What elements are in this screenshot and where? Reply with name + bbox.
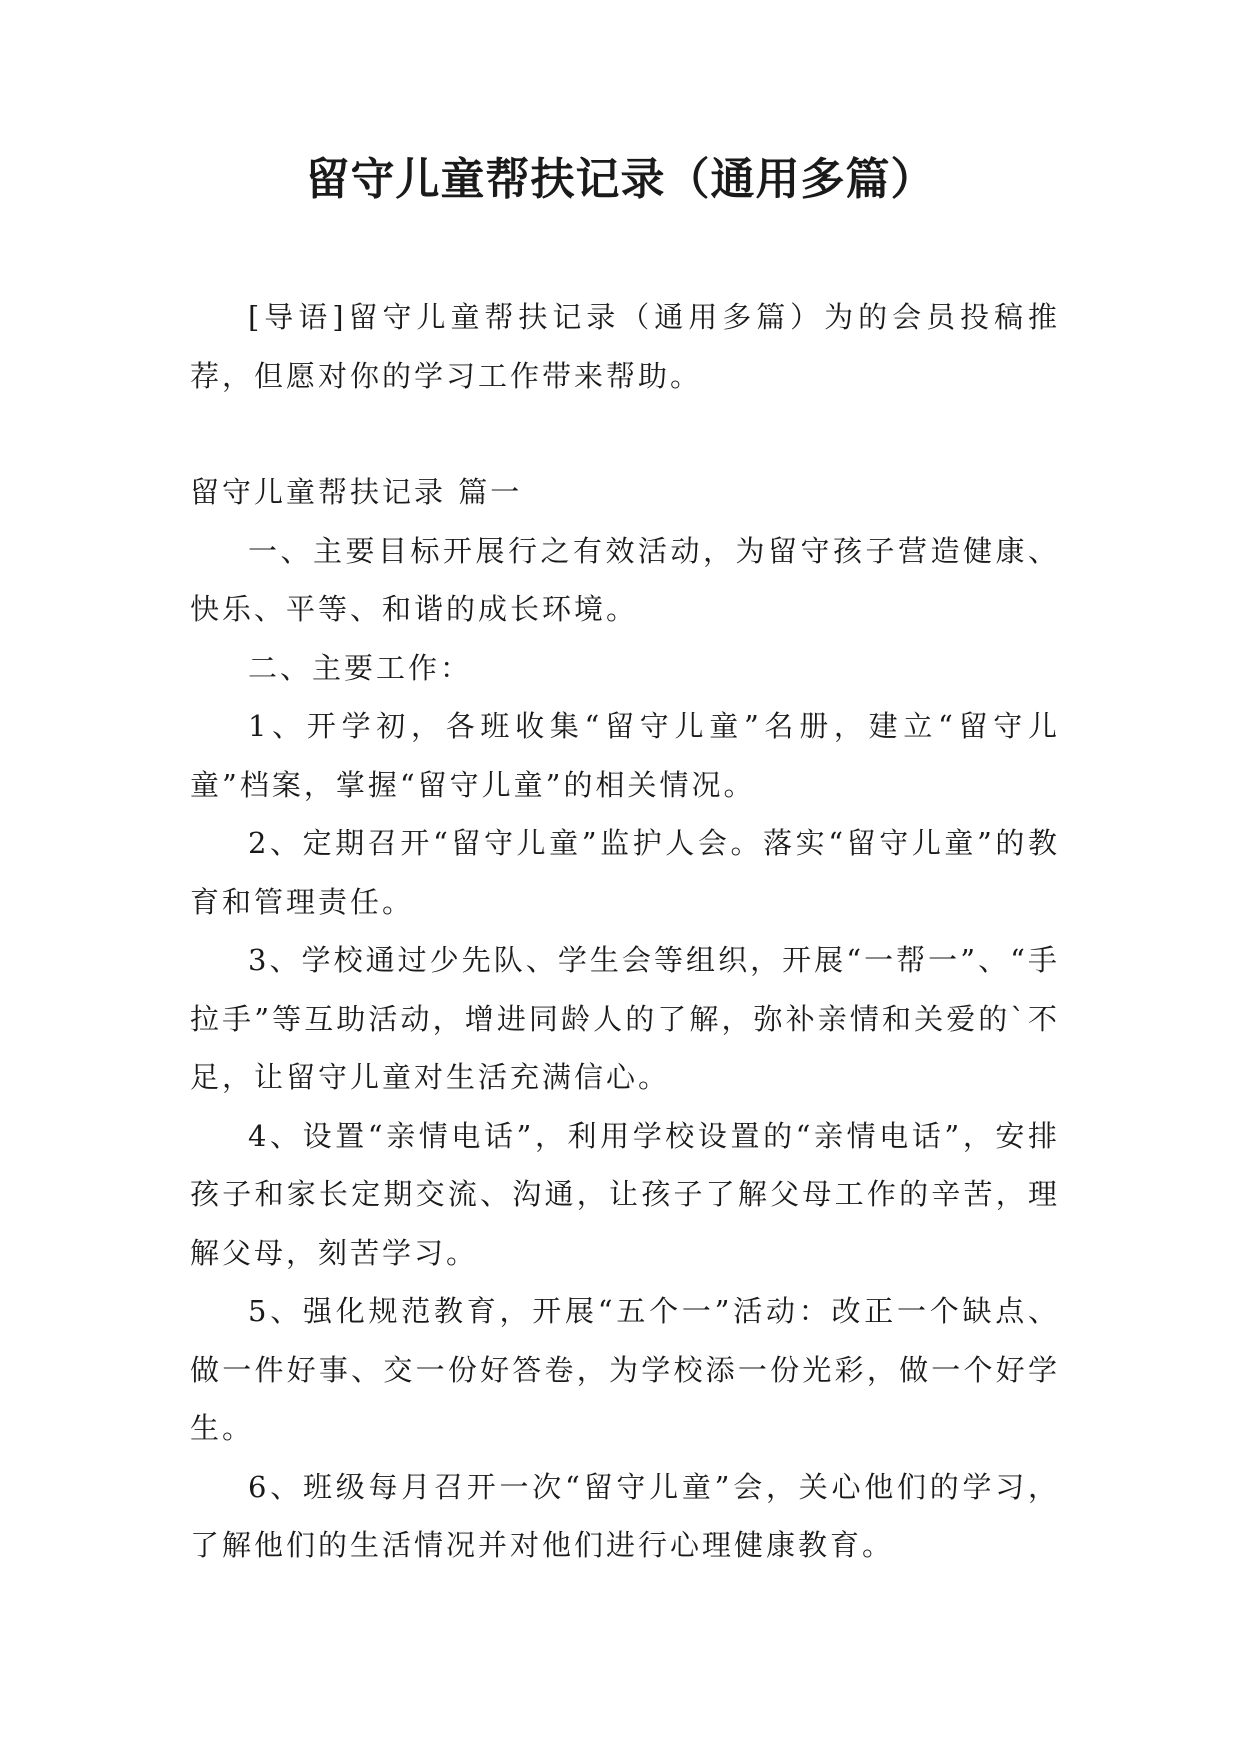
- paragraph-main-work: 二、主要工作：: [248, 650, 473, 685]
- paragraph-item-5: 5、强化规范教育，开展“五个一”活动：改正一个缺点、做一件好事、交一份好答卷，为学校添一份光彩，做一个好学生。: [190, 1294, 1060, 1445]
- document-body: [190, 288, 1060, 1575]
- paragraph-item-6: 6、班级每月召开一次“留守儿童”会，关心他们的学习，了解他们的生活情况并对他们进行心理健康教育。: [190, 1469, 1060, 1562]
- paragraph-item-3: 3、学校通过少先队、学生会等组织，开展“一帮一”、“手拉手”等互助活动，增进同龄人的了解，弥补亲情和关爱的`不足，让留守儿童对生活充满信心。: [190, 943, 1060, 1094]
- intro-paragraph: [导语]留守儿童帮扶记录（通用多篇）为的会员投稿推荐，但愿对你的学习工作带来帮助。: [190, 300, 1060, 393]
- document-title: 留守儿童帮扶记录（通用多篇）: [305, 154, 936, 205]
- paragraph-item-2: 2、定期召开“留守儿童”监护人会。落实“留守儿童”的教育和管理责任。: [190, 826, 1060, 919]
- section-heading: 留守儿童帮扶记录 篇一: [190, 475, 523, 509]
- paragraph-item-1: 1、开学初，各班收集“留守儿童”名册，建立“留守儿童”档案，掌握“留守儿童”的相关情况。: [190, 709, 1060, 802]
- paragraph-spacer: [190, 405, 1060, 463]
- paragraph-item-4: 4、设置“亲情电话”，利用学校设置的“亲情电话”，安排孩子和家长定期交流、沟通，让孩子了解父母工作的辛苦，理解父母，刻苦学习。: [190, 1118, 1060, 1270]
- paragraph-goal: 一、主要目标开展行之有效活动，为留守孩子营造健康、快乐、平等、和谐的成长环境。: [190, 533, 1060, 626]
